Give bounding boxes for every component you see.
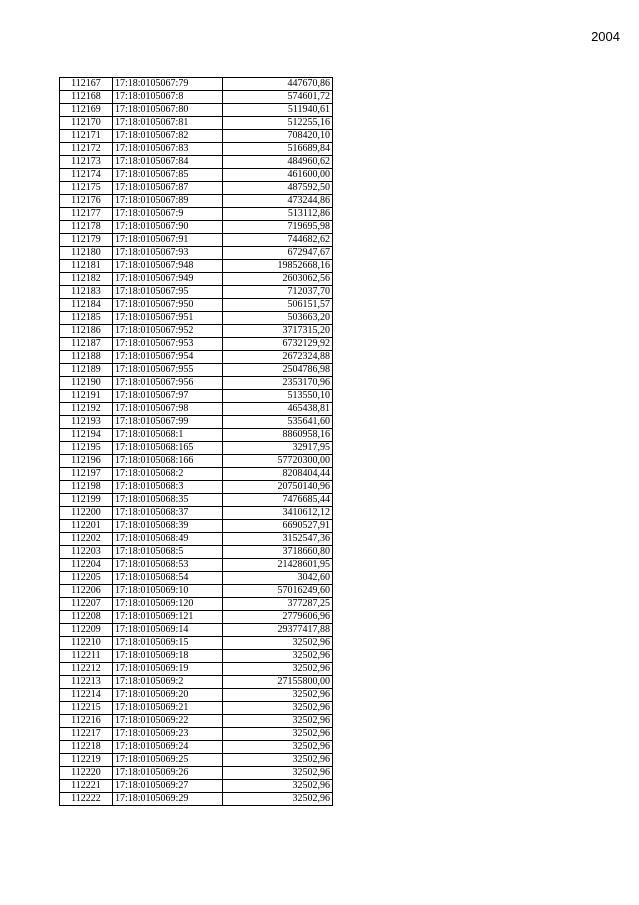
cadastral-value-cell: 32502,96 — [223, 767, 333, 780]
table-row — [60, 130, 333, 143]
table-row — [60, 247, 333, 260]
cadastral-number-cell: 17:18:0105068:37 — [113, 507, 223, 520]
cadastral-number-cell: 17:18:0105067:83 — [113, 143, 223, 156]
table-row — [60, 364, 333, 377]
table-row — [60, 559, 333, 572]
table-row — [60, 403, 333, 416]
row-number-cell: 112193 — [60, 416, 113, 429]
cadastral-number-cell: 17:18:0105068:1 — [113, 429, 223, 442]
cadastral-value-cell: 32502,96 — [223, 637, 333, 650]
row-number-cell: 112171 — [60, 130, 113, 143]
cadastral-value-cell: 8860958,16 — [223, 429, 333, 442]
cadastral-number-cell: 17:18:0105068:39 — [113, 520, 223, 533]
table-row — [60, 351, 333, 364]
table-row — [60, 234, 333, 247]
cadastral-number-cell: 17:18:0105069:15 — [113, 637, 223, 650]
cadastral-value-cell: 484960,62 — [223, 156, 333, 169]
row-number-cell: 112168 — [60, 91, 113, 104]
cadastral-number-cell: 17:18:0105069:29 — [113, 793, 223, 806]
cadastral-number-cell: 17:18:0105068:49 — [113, 533, 223, 546]
cadastral-number-cell: 17:18:0105067:85 — [113, 169, 223, 182]
cadastral-value-cell: 744682,62 — [223, 234, 333, 247]
row-number-cell: 112200 — [60, 507, 113, 520]
row-number-cell: 112184 — [60, 299, 113, 312]
row-number-cell: 112213 — [60, 676, 113, 689]
row-number-cell: 112211 — [60, 650, 113, 663]
cadastral-number-cell: 17:18:0105069:19 — [113, 663, 223, 676]
cadastral-value-cell: 32502,96 — [223, 689, 333, 702]
row-number-cell: 112196 — [60, 455, 113, 468]
cadastral-value-cell: 32502,96 — [223, 702, 333, 715]
row-number-cell: 112189 — [60, 364, 113, 377]
cadastral-value-cell: 574601,72 — [223, 91, 333, 104]
cadastral-value-cell: 3718660,80 — [223, 546, 333, 559]
table-row — [60, 312, 333, 325]
row-number-cell: 112208 — [60, 611, 113, 624]
table-row — [60, 663, 333, 676]
cadastral-number-cell: 17:18:0105069:120 — [113, 598, 223, 611]
cadastral-value-cell: 535641,60 — [223, 416, 333, 429]
table-row — [60, 260, 333, 273]
row-number-cell: 112188 — [60, 351, 113, 364]
cadastral-value-cell: 6690527,91 — [223, 520, 333, 533]
table-row — [60, 715, 333, 728]
cadastral-number-cell: 17:18:0105069:23 — [113, 728, 223, 741]
row-number-cell: 112190 — [60, 377, 113, 390]
cadastral-value-cell: 512255,16 — [223, 117, 333, 130]
cadastral-number-cell: 17:18:0105067:98 — [113, 403, 223, 416]
table-row — [60, 468, 333, 481]
table-row — [60, 637, 333, 650]
cadastral-value-cell: 506151,57 — [223, 299, 333, 312]
table-row — [60, 728, 333, 741]
cadastral-value-cell: 29377417,88 — [223, 624, 333, 637]
cadastral-number-cell: 17:18:0105067:82 — [113, 130, 223, 143]
cadastral-value-cell: 503663,20 — [223, 312, 333, 325]
row-number-cell: 112194 — [60, 429, 113, 442]
cadastral-number-cell: 17:18:0105069:20 — [113, 689, 223, 702]
table-row — [60, 598, 333, 611]
table-row — [60, 156, 333, 169]
row-number-cell: 112182 — [60, 273, 113, 286]
cadastral-number-cell: 17:18:0105067:953 — [113, 338, 223, 351]
cadastral-number-cell: 17:18:0105069:21 — [113, 702, 223, 715]
cadastral-number-cell: 17:18:0105068:3 — [113, 481, 223, 494]
row-number-cell: 112198 — [60, 481, 113, 494]
table-row — [60, 546, 333, 559]
cadastral-value-cell: 672947,67 — [223, 247, 333, 260]
row-number-cell: 112210 — [60, 637, 113, 650]
cadastral-number-cell: 17:18:0105067:84 — [113, 156, 223, 169]
cadastral-number-cell: 17:18:0105067:954 — [113, 351, 223, 364]
cadastral-number-cell: 17:18:0105067:99 — [113, 416, 223, 429]
cadastral-value-cell: 712037,70 — [223, 286, 333, 299]
cadastral-value-cell: 32502,96 — [223, 780, 333, 793]
cadastral-number-cell: 17:18:0105069:22 — [113, 715, 223, 728]
cadastral-value-cell: 32917,95 — [223, 442, 333, 455]
row-number-cell: 112218 — [60, 741, 113, 754]
row-number-cell: 112173 — [60, 156, 113, 169]
cadastral-number-cell: 17:18:0105069:2 — [113, 676, 223, 689]
cadastral-value-cell: 708420,10 — [223, 130, 333, 143]
table-row — [60, 286, 333, 299]
cadastral-number-cell: 17:18:0105069:26 — [113, 767, 223, 780]
row-number-cell: 112177 — [60, 208, 113, 221]
row-number-cell: 112187 — [60, 338, 113, 351]
table-row — [60, 390, 333, 403]
table-row — [60, 754, 333, 767]
row-number-cell: 112204 — [60, 559, 113, 572]
cadastral-number-cell: 17:18:0105067:79 — [113, 78, 223, 91]
row-number-cell: 112192 — [60, 403, 113, 416]
cadastral-value-cell: 32502,96 — [223, 793, 333, 806]
cadastral-value-cell: 19852668,16 — [223, 260, 333, 273]
cadastral-number-cell: 17:18:0105067:8 — [113, 91, 223, 104]
table-row — [60, 273, 333, 286]
cadastral-value-cell: 8208404,44 — [223, 468, 333, 481]
cadastral-number-cell: 17:18:0105068:5 — [113, 546, 223, 559]
row-number-cell: 112178 — [60, 221, 113, 234]
cadastral-number-cell: 17:18:0105069:25 — [113, 754, 223, 767]
cadastral-value-cell: 719695,98 — [223, 221, 333, 234]
cadastral-value-cell: 511940,61 — [223, 104, 333, 117]
row-number-cell: 112186 — [60, 325, 113, 338]
cadastral-value-cell: 32502,96 — [223, 728, 333, 741]
cadastral-number-cell: 17:18:0105067:89 — [113, 195, 223, 208]
cadastral-value-cell: 6732129,92 — [223, 338, 333, 351]
cadastral-value-cell: 2779606,96 — [223, 611, 333, 624]
table-row — [60, 572, 333, 585]
cadastral-number-cell: 17:18:0105067:87 — [113, 182, 223, 195]
cadastral-number-cell: 17:18:0105067:95 — [113, 286, 223, 299]
cadastral-value-cell: 461600,00 — [223, 169, 333, 182]
table-row — [60, 195, 333, 208]
cadastral-number-cell: 17:18:0105068:53 — [113, 559, 223, 572]
table-row — [60, 338, 333, 351]
row-number-cell: 112203 — [60, 546, 113, 559]
row-number-cell: 112172 — [60, 143, 113, 156]
table-row — [60, 221, 333, 234]
row-number-cell: 112219 — [60, 754, 113, 767]
table-row — [60, 442, 333, 455]
cadastral-value-cell: 57720300,00 — [223, 455, 333, 468]
table-row — [60, 585, 333, 598]
table-row — [60, 780, 333, 793]
cadastral-value-table — [59, 77, 333, 806]
cadastral-number-cell: 17:18:0105069:14 — [113, 624, 223, 637]
cadastral-number-cell: 17:18:0105067:948 — [113, 260, 223, 273]
cadastral-number-cell: 17:18:0105068:35 — [113, 494, 223, 507]
cadastral-number-cell: 17:18:0105068:54 — [113, 572, 223, 585]
table-row — [60, 208, 333, 221]
row-number-cell: 112169 — [60, 104, 113, 117]
cadastral-value-cell: 7476685,44 — [223, 494, 333, 507]
table-row — [60, 377, 333, 390]
cadastral-number-cell: 17:18:0105067:952 — [113, 325, 223, 338]
cadastral-value-cell: 27155800,00 — [223, 676, 333, 689]
cadastral-value-cell: 2603062,56 — [223, 273, 333, 286]
row-number-cell: 112222 — [60, 793, 113, 806]
row-number-cell: 112206 — [60, 585, 113, 598]
table-body — [60, 78, 333, 806]
row-number-cell: 112195 — [60, 442, 113, 455]
row-number-cell: 112220 — [60, 767, 113, 780]
table-row — [60, 91, 333, 104]
row-number-cell: 112217 — [60, 728, 113, 741]
cadastral-number-cell: 17:18:0105067:93 — [113, 247, 223, 260]
row-number-cell: 112215 — [60, 702, 113, 715]
cadastral-value-cell: 32502,96 — [223, 741, 333, 754]
row-number-cell: 112214 — [60, 689, 113, 702]
cadastral-number-cell: 17:18:0105067:91 — [113, 234, 223, 247]
table-row — [60, 481, 333, 494]
table-row — [60, 611, 333, 624]
cadastral-number-cell: 17:18:0105069:24 — [113, 741, 223, 754]
row-number-cell: 112207 — [60, 598, 113, 611]
cadastral-value-cell: 32502,96 — [223, 715, 333, 728]
row-number-cell: 112167 — [60, 78, 113, 91]
table-row — [60, 299, 333, 312]
row-number-cell: 112183 — [60, 286, 113, 299]
cadastral-value-cell: 3152547,36 — [223, 533, 333, 546]
cadastral-number-cell: 17:18:0105068:166 — [113, 455, 223, 468]
row-number-cell: 112185 — [60, 312, 113, 325]
table-row — [60, 104, 333, 117]
table-row — [60, 676, 333, 689]
table-row — [60, 793, 333, 806]
cadastral-number-cell: 17:18:0105068:2 — [113, 468, 223, 481]
cadastral-number-cell: 17:18:0105069:10 — [113, 585, 223, 598]
cadastral-value-cell: 3717315,20 — [223, 325, 333, 338]
row-number-cell: 112170 — [60, 117, 113, 130]
row-number-cell: 112202 — [60, 533, 113, 546]
cadastral-value-cell: 2672324,88 — [223, 351, 333, 364]
table-row — [60, 169, 333, 182]
cadastral-value-cell: 20750140,96 — [223, 481, 333, 494]
cadastral-value-cell: 32502,96 — [223, 650, 333, 663]
cadastral-number-cell: 17:18:0105067:949 — [113, 273, 223, 286]
table-row — [60, 533, 333, 546]
cadastral-value-cell: 465438,81 — [223, 403, 333, 416]
cadastral-value-cell: 32502,96 — [223, 663, 333, 676]
cadastral-value-cell: 473244,86 — [223, 195, 333, 208]
row-number-cell: 112181 — [60, 260, 113, 273]
cadastral-number-cell: 17:18:0105067:955 — [113, 364, 223, 377]
cadastral-value-cell: 513550,10 — [223, 390, 333, 403]
cadastral-value-cell: 3042,60 — [223, 572, 333, 585]
table-row — [60, 117, 333, 130]
row-number-cell: 112180 — [60, 247, 113, 260]
row-number-cell: 112216 — [60, 715, 113, 728]
cadastral-value-cell: 57016249,60 — [223, 585, 333, 598]
table-row — [60, 182, 333, 195]
cadastral-value-cell: 513112,86 — [223, 208, 333, 221]
cadastral-number-cell: 17:18:0105067:80 — [113, 104, 223, 117]
row-number-cell: 112175 — [60, 182, 113, 195]
cadastral-value-cell: 3410612,12 — [223, 507, 333, 520]
cadastral-number-cell: 17:18:0105067:97 — [113, 390, 223, 403]
row-number-cell: 112212 — [60, 663, 113, 676]
cadastral-number-cell: 17:18:0105068:165 — [113, 442, 223, 455]
cadastral-number-cell: 17:18:0105069:27 — [113, 780, 223, 793]
row-number-cell: 112209 — [60, 624, 113, 637]
table-row — [60, 494, 333, 507]
row-number-cell: 112176 — [60, 195, 113, 208]
cadastral-value-cell: 377287,25 — [223, 598, 333, 611]
cadastral-number-cell: 17:18:0105069:121 — [113, 611, 223, 624]
row-number-cell: 112174 — [60, 169, 113, 182]
row-number-cell: 112179 — [60, 234, 113, 247]
table-row — [60, 767, 333, 780]
row-number-cell: 112201 — [60, 520, 113, 533]
table-row — [60, 78, 333, 91]
cadastral-value-cell: 516689,84 — [223, 143, 333, 156]
cadastral-number-cell: 17:18:0105067:9 — [113, 208, 223, 221]
cadastral-number-cell: 17:18:0105069:18 — [113, 650, 223, 663]
cadastral-number-cell: 17:18:0105067:81 — [113, 117, 223, 130]
table-row — [60, 416, 333, 429]
table-row — [60, 702, 333, 715]
cadastral-value-cell: 487592,50 — [223, 182, 333, 195]
cadastral-number-cell: 17:18:0105067:956 — [113, 377, 223, 390]
table-row — [60, 455, 333, 468]
cadastral-number-cell: 17:18:0105067:951 — [113, 312, 223, 325]
table-row — [60, 429, 333, 442]
cadastral-value-cell: 2353170,96 — [223, 377, 333, 390]
cadastral-number-cell: 17:18:0105067:950 — [113, 299, 223, 312]
table-row — [60, 741, 333, 754]
cadastral-value-cell: 447670,86 — [223, 78, 333, 91]
table-row — [60, 325, 333, 338]
table-row — [60, 624, 333, 637]
table-row — [60, 507, 333, 520]
row-number-cell: 112191 — [60, 390, 113, 403]
cadastral-value-cell: 21428601,95 — [223, 559, 333, 572]
table-row — [60, 520, 333, 533]
table-row — [60, 689, 333, 702]
row-number-cell: 112199 — [60, 494, 113, 507]
row-number-cell: 112221 — [60, 780, 113, 793]
row-number-cell: 112197 — [60, 468, 113, 481]
page-number: 2004 — [591, 29, 620, 44]
table-row — [60, 650, 333, 663]
row-number-cell: 112205 — [60, 572, 113, 585]
cadastral-number-cell: 17:18:0105067:90 — [113, 221, 223, 234]
table-row — [60, 143, 333, 156]
cadastral-value-cell: 2504786,98 — [223, 364, 333, 377]
cadastral-value-cell: 32502,96 — [223, 754, 333, 767]
